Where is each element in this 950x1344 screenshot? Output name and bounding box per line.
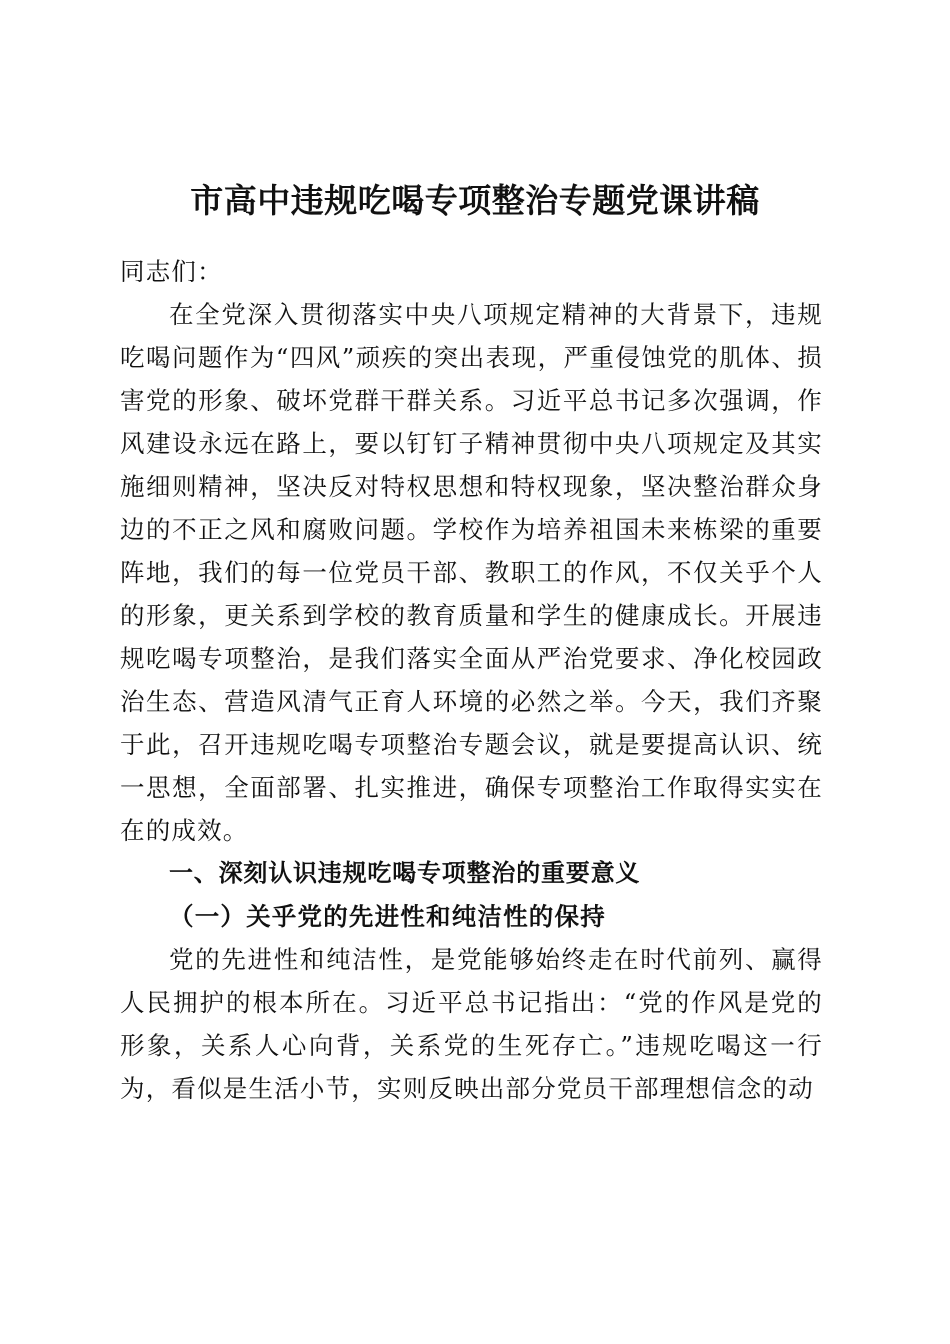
- subsection-heading-1: （一）关乎党的先进性和纯洁性的保持: [169, 902, 606, 931]
- section-heading-1: 一、深刻认识违规吃喝专项整治的重要意义: [169, 859, 641, 887]
- intro-paragraph: 在全党深入贯彻落实中央八项规定精神的大背景下，违规吃喝问题作为“四风”顽疾的突出表现，严重侵蚀党的肌体、损害党的形象、破坏党群干群关系。习近平总书记多次强调，作风建设永远在路上，要以钉钉子精神贯彻中央八项规定及其实施细则精神，坚决反对特权思想和特权现象，坚决整治群众身边的不正之风和腐败问题。学校作为培养祖国未来栋梁的重要阵地，我们的每一位党员干部、教职工的作风，不仅关乎个人的形象，更关系到学校的教育质量和学生的健康成长。开展违规吃喝专项整治，是我们落实全面从严治党要求、净化校园政治生态、营造风清气正育人环境的必然之举。今天，我们齐聚于此，召开违规吃喝专项整治专题会议，就是要提高认识、统一思想，全面部署、扎实推进，确保专项整治工作取得实实在在的成效。: [120, 300, 823, 845]
- subsection-paragraph-1: 党的先进性和纯洁性，是党能够始终走在时代前列、赢得人民拥护的根本所在。习近平总书记指出：“党的作风是党的形象，关系人心向背，关系党的生死存亡。”违规吃喝这一行为，看似是生活小节，实则反映出部分党员干部理想信念的动: [120, 945, 823, 1103]
- document-body: [120, 250, 823, 1110]
- document-title: 市高中违规吃喝专项整治专题党课讲稿: [190, 181, 760, 220]
- salutation: 同志们：: [120, 257, 223, 286]
